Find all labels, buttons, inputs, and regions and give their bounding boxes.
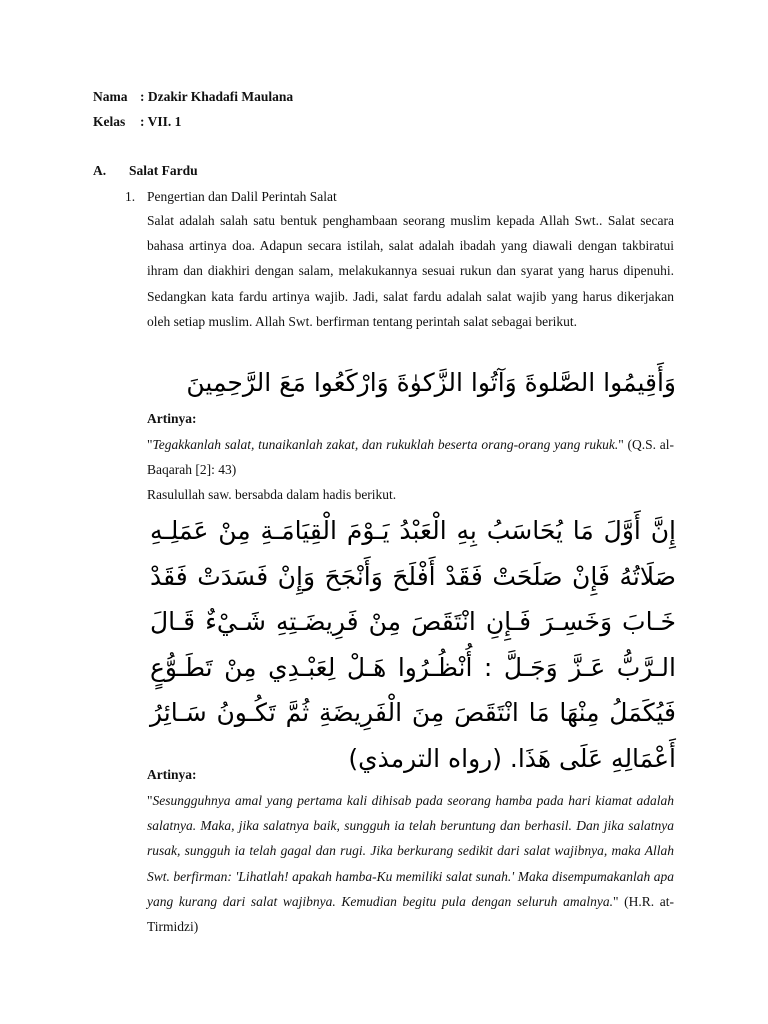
quran-verse-arabic: وَأَقِيمُوا الصَّلوةَ وَآتُوا الزَّكوٰةَ وَارْكَعُوا مَعَ الرَّحِمِينَ	[186, 368, 676, 397]
hadith-intro: Rasulullah saw. bersabda dalam hadis berikut.	[147, 487, 397, 502]
hadith-translation	[147, 788, 674, 939]
verse-citation: " (Q.S. al-Baqarah [2]: 43)	[147, 437, 674, 478]
verse-translation-label: Artinya:	[147, 411, 197, 426]
section-letter: A.	[93, 163, 107, 178]
hadith-arabic: إِنَّ أَوَّلَ مَا يُحَاسَبُ بِهِ الْعَبْدُ يَـوْمَ الْقِيَامَـةِ مِنْ عَمَلِـهِ صَلَاتُهُ فَإِنْ صَلَحَتْ فَقَدْ أَفْلَحَ وَأَنْجَحَ وَإِنْ فَسَدَتْ فَقَدْ خَـابَ وَخَسِـرَ فَـإِنِ انْتَقَصَ مِنْ فَرِيضَـتِهِ شَـيْءٌ قَـالَ الـرَّبُّ عَـزَّ وَجَـلَّ : أُنْظُـرُوا هَـلْ لِعَبْـدِي مِنْ تَطَـوُّعٍ فَيُكَمَلُ مِنْهَا مَا انْتَقَصَ مِنَ الْفَرِيضَةِ ثُمَّ تَكُـونُ سَـائِرُ أَعْمَالِهِ عَلَى هَذَا. (رواه الترمذي)	[150, 516, 676, 773]
name-row	[93, 89, 293, 105]
verse-translation	[147, 432, 674, 482]
quote-open: "	[147, 437, 153, 452]
class-row	[93, 114, 181, 130]
section-title: Salat Fardu	[129, 163, 198, 178]
hadith-translation-text: Sesungguhnya amal yang pertama kali dihisab pada seorang hamba pada hari kiamat adalah salatnya. Maka, jika salatnya baik, sungguh ia telah beruntung dan berhasil. Dan jika salatnya rusak, sungguh ia telah gagal dan rugi. Jika berkurang sedikit dari salat wajibnya, maka Allah Swt. berfirman: 'Lihatlah! apakah hamba-Ku memiliki salat sunah.' Maka disempumakanlah apa yang kurang dari salat wajibnya. Kemudian begitu pula dengan seluruh amalnya.	[147, 793, 674, 909]
paragraph-definition: Salat adalah salah satu bentuk penghambaan seorang muslim kepada Allah Swt.. Salat secara bahasa artinya doa. Adapun secara istilah, salat adalah ibadah yang diawali dengan takbiratui ihram dan diakhiri dengan salam, melakukannya sesuai rukun dan syarat yang harus dipenuhi. Sedangkan kata fardu artinya wajib. Jadi, salat fardu adalah salat wajib yang harus dikerjakan oleh setiap muslim. Allah Swt. berfirman tentang perintah salat sebagai berikut.	[147, 213, 674, 329]
hadith-translation-label: Artinya:	[147, 767, 197, 782]
class-value: : VII. 1	[140, 114, 182, 129]
list-item-number: 1.	[125, 189, 136, 204]
name-label: Nama	[93, 89, 128, 104]
quote-open: "	[147, 793, 153, 808]
list-item-heading	[125, 189, 337, 205]
class-label: Kelas	[93, 114, 126, 129]
name-value: : Dzakir Khadafi Maulana	[140, 89, 294, 104]
list-item-title: Pengertian dan Dalil Perintah Salat	[147, 189, 337, 204]
verse-translation-text: Tegakkanlah salat, tunaikanlah zakat, dan rukuklah beserta orang-orang yang rukuk.	[152, 437, 619, 452]
section-heading	[93, 163, 198, 179]
hadith-citation: " (H.R. at-Tirmidzi)	[147, 893, 674, 935]
